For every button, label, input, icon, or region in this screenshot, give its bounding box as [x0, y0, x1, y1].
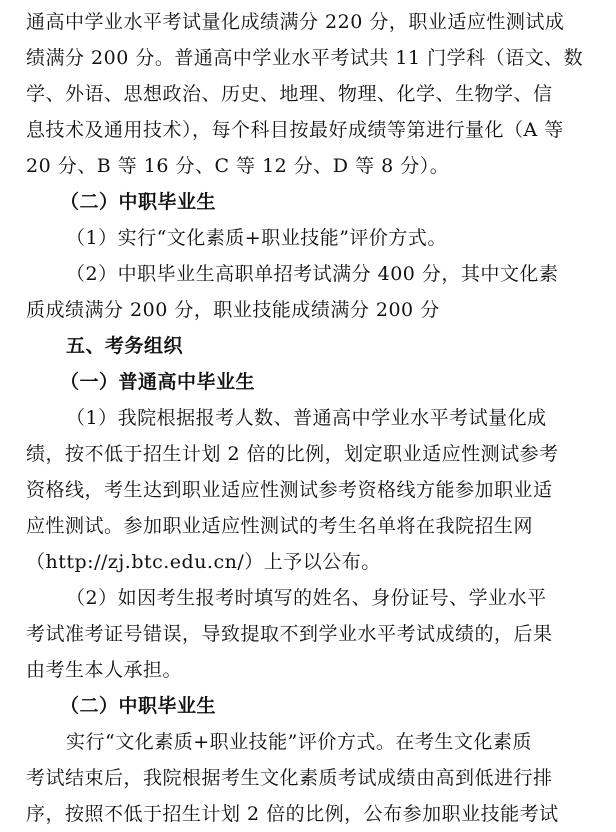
body-line: 质成绩满分 200 分，职业技能成绩满分 200 分 — [26, 299, 440, 321]
body-line: 序，按照不低于招生计划 2 倍的比例，公布参加职业技能考试 — [26, 803, 559, 825]
subheading-vocational: （二）中职毕业生 — [60, 191, 217, 213]
body-line: 实行“文化素质+职业技能”评价方式。在考生文化素质 — [66, 731, 532, 753]
body-line: 绩满分 200 分。普通高中学业水平考试共 11 门学科（语文、数 — [26, 47, 584, 69]
body-line: （1）我院根据报考人数、普通高中学业水平考试量化成 — [66, 407, 547, 429]
subheading-high-school: （一）普通高中毕业生 — [60, 371, 256, 393]
body-line: 应性测试。参加职业适应性测试的考生名单将在我院招生网 — [26, 515, 534, 537]
body-line: 通高中学业水平考试量化成绩满分 220 分，职业适应性测试成 — [26, 11, 565, 33]
body-line: 由考生本人承担。 — [26, 659, 183, 681]
section-heading-exam-organization: 五、考务组织 — [66, 335, 184, 357]
body-line: 绩，按不低于招生计划 2 倍的比例，划定职业适应性测试参考 — [26, 443, 559, 465]
body-line: 考试准考证号错误，导致提取不到学业水平考试成绩的，后果 — [26, 623, 553, 645]
body-line-website: （http://zj.btc.edu.cn/）上予以公布。 — [26, 551, 381, 573]
body-line: （2）如因考生报考时填写的姓名、身份证号、学业水平 — [66, 587, 547, 609]
body-line: 学、外语、思想政治、历史、地理、物理、化学、生物学、信 — [26, 83, 553, 105]
body-line: （2）中职毕业生高职单招考试满分 400 分，其中文化素 — [66, 263, 559, 285]
body-line: 资格线，考生达到职业适应性测试参考资格线方能参加职业适 — [26, 479, 553, 501]
body-line: （1）实行“文化素质+职业技能”评价方式。 — [66, 227, 447, 249]
body-line: 20 分、B 等 16 分、C 等 12 分、D 等 8 分）。 — [26, 155, 450, 177]
body-line: 考试结束后，我院根据考生文化素质考试成绩由高到低进行排 — [26, 767, 553, 789]
subheading-vocational-2: （二）中职毕业生 — [60, 695, 217, 717]
body-line: 息技术及通用技术），每个科目按最好成绩等第进行量化（A 等 — [26, 119, 564, 141]
